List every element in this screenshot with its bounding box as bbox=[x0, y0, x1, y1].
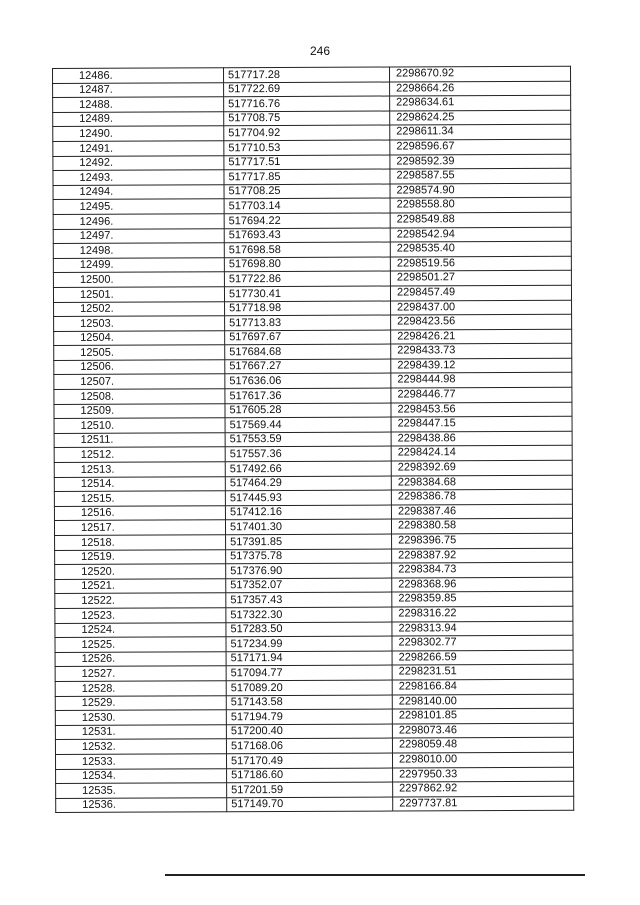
point-number-cell: 12531. bbox=[55, 724, 226, 739]
y-coordinate-cell: 2298231.51 bbox=[392, 665, 573, 680]
x-coordinate-cell: 517710.53 bbox=[224, 140, 390, 155]
point-number-cell: 12496. bbox=[53, 214, 224, 229]
x-coordinate-cell: 517445.93 bbox=[225, 490, 391, 505]
point-number-cell: 12523. bbox=[55, 608, 226, 623]
x-coordinate-cell: 517722.86 bbox=[224, 271, 390, 286]
point-number-cell: 12507. bbox=[54, 374, 225, 389]
x-coordinate-cell: 517569.44 bbox=[225, 417, 391, 432]
x-coordinate-cell: 517717.28 bbox=[224, 67, 390, 82]
point-number-cell: 12533. bbox=[55, 754, 226, 769]
point-number-cell: 12498. bbox=[53, 243, 224, 258]
point-number-cell: 12514. bbox=[54, 476, 225, 491]
x-coordinate-cell: 517697.67 bbox=[225, 330, 391, 345]
y-coordinate-cell: 2298387.46 bbox=[391, 504, 572, 519]
point-number-cell: 12502. bbox=[54, 301, 225, 316]
x-coordinate-cell: 517708.25 bbox=[224, 184, 390, 199]
x-coordinate-cell: 517557.36 bbox=[225, 446, 391, 461]
x-coordinate-cell: 517713.83 bbox=[225, 315, 391, 330]
point-number-cell: 12536. bbox=[56, 797, 227, 812]
point-number-cell: 12526. bbox=[55, 651, 226, 666]
y-coordinate-cell: 2298426.21 bbox=[391, 329, 572, 344]
y-coordinate-cell: 2298439.12 bbox=[391, 358, 572, 373]
x-coordinate-cell: 517171.94 bbox=[226, 651, 392, 666]
y-coordinate-cell: 2298587.55 bbox=[390, 168, 571, 183]
y-coordinate-cell: 2298266.59 bbox=[392, 650, 573, 665]
point-number-cell: 12497. bbox=[53, 228, 224, 243]
y-coordinate-cell: 2298549.88 bbox=[390, 212, 571, 227]
y-coordinate-cell: 2298423.56 bbox=[391, 314, 572, 329]
x-coordinate-cell: 517200.40 bbox=[226, 724, 392, 739]
y-coordinate-cell: 2298010.00 bbox=[392, 752, 573, 767]
y-coordinate-cell: 2298596.67 bbox=[390, 139, 571, 154]
point-number-cell: 12532. bbox=[55, 739, 226, 754]
y-coordinate-cell: 2298592.39 bbox=[390, 154, 571, 169]
point-number-cell: 12504. bbox=[54, 330, 225, 345]
point-number-cell: 12488. bbox=[53, 97, 224, 112]
point-number-cell: 12505. bbox=[54, 345, 225, 360]
point-number-cell: 12527. bbox=[55, 666, 226, 681]
x-coordinate-cell: 517168.06 bbox=[226, 738, 392, 753]
x-coordinate-cell: 517234.99 bbox=[226, 636, 392, 651]
scan-edge-line bbox=[165, 874, 585, 876]
y-coordinate-cell: 2298433.73 bbox=[391, 344, 572, 359]
y-coordinate-cell: 2298453.56 bbox=[391, 402, 572, 417]
y-coordinate-cell: 2298670.92 bbox=[389, 66, 570, 81]
point-number-cell: 12494. bbox=[53, 185, 224, 200]
y-coordinate-cell: 2298387.92 bbox=[392, 548, 573, 563]
point-number-cell: 12522. bbox=[55, 593, 226, 608]
point-number-cell: 12510. bbox=[54, 418, 225, 433]
y-coordinate-cell: 2298624.25 bbox=[390, 110, 571, 125]
x-coordinate-cell: 517684.68 bbox=[225, 344, 391, 359]
x-coordinate-cell: 517464.29 bbox=[225, 476, 391, 491]
point-number-cell: 12530. bbox=[55, 710, 226, 725]
x-coordinate-cell: 517376.90 bbox=[226, 563, 392, 578]
x-coordinate-cell: 517201.59 bbox=[227, 782, 393, 797]
x-coordinate-cell: 517553.59 bbox=[225, 432, 391, 447]
point-number-cell: 12524. bbox=[55, 622, 226, 637]
point-number-cell: 12508. bbox=[54, 389, 225, 404]
coordinate-table-body bbox=[53, 66, 574, 813]
x-coordinate-cell: 517283.50 bbox=[226, 622, 392, 637]
y-coordinate-cell: 2298437.00 bbox=[391, 300, 572, 315]
point-number-cell: 12511. bbox=[54, 433, 225, 448]
point-number-cell: 12486. bbox=[53, 68, 224, 83]
y-coordinate-cell: 2297737.81 bbox=[393, 796, 574, 811]
point-number-cell: 12509. bbox=[54, 403, 225, 418]
y-coordinate-cell: 2297862.92 bbox=[393, 781, 574, 796]
point-number-cell: 12487. bbox=[53, 82, 224, 97]
y-coordinate-cell: 2298611.34 bbox=[390, 125, 571, 140]
x-coordinate-cell: 517492.66 bbox=[225, 461, 391, 476]
x-coordinate-cell: 517667.27 bbox=[225, 359, 391, 374]
x-coordinate-cell: 517357.43 bbox=[226, 592, 392, 607]
point-number-cell: 12512. bbox=[54, 447, 225, 462]
x-coordinate-cell: 517143.58 bbox=[226, 695, 392, 710]
x-coordinate-cell: 517717.51 bbox=[224, 155, 390, 170]
x-coordinate-cell: 517094.77 bbox=[226, 665, 392, 680]
x-coordinate-cell: 517708.75 bbox=[224, 111, 390, 126]
point-number-cell: 12490. bbox=[53, 126, 224, 141]
y-coordinate-cell: 2298535.40 bbox=[390, 241, 571, 256]
x-coordinate-cell: 517636.06 bbox=[225, 373, 391, 388]
y-coordinate-cell: 2298664.26 bbox=[390, 81, 571, 96]
x-coordinate-cell: 517322.30 bbox=[226, 607, 392, 622]
x-coordinate-cell: 517375.78 bbox=[226, 549, 392, 564]
point-number-cell: 12535. bbox=[56, 783, 227, 798]
table-row bbox=[56, 796, 574, 813]
y-coordinate-cell: 2298396.75 bbox=[392, 533, 573, 548]
y-coordinate-cell: 2298446.77 bbox=[391, 387, 572, 402]
x-coordinate-cell: 517617.36 bbox=[225, 388, 391, 403]
y-coordinate-cell: 2298073.46 bbox=[392, 723, 573, 738]
x-coordinate-cell: 517194.79 bbox=[226, 709, 392, 724]
point-number-cell: 12534. bbox=[56, 768, 227, 783]
point-number-cell: 12491. bbox=[53, 141, 224, 156]
y-coordinate-cell: 2298574.90 bbox=[390, 183, 571, 198]
y-coordinate-cell: 2298501.27 bbox=[390, 271, 571, 286]
point-number-cell: 12525. bbox=[55, 637, 226, 652]
x-coordinate-cell: 517730.41 bbox=[224, 286, 390, 301]
x-coordinate-cell: 517722.69 bbox=[224, 82, 390, 97]
point-number-cell: 12513. bbox=[54, 462, 225, 477]
point-number-cell: 12489. bbox=[53, 112, 224, 127]
x-coordinate-cell: 517693.43 bbox=[224, 228, 390, 243]
y-coordinate-cell: 2298316.22 bbox=[392, 606, 573, 621]
y-coordinate-cell: 2298302.77 bbox=[392, 635, 573, 650]
point-number-cell: 12516. bbox=[54, 506, 225, 521]
point-number-cell: 12506. bbox=[54, 360, 225, 375]
y-coordinate-cell: 2297950.33 bbox=[393, 767, 574, 782]
x-coordinate-cell: 517717.85 bbox=[224, 169, 390, 184]
x-coordinate-cell: 517703.14 bbox=[224, 198, 390, 213]
point-number-cell: 12517. bbox=[54, 520, 225, 535]
page-number: 246 bbox=[309, 44, 331, 58]
point-number-cell: 12529. bbox=[55, 695, 226, 710]
x-coordinate-cell: 517716.76 bbox=[224, 96, 390, 111]
y-coordinate-cell: 2298368.96 bbox=[392, 577, 573, 592]
point-number-cell: 12500. bbox=[53, 272, 224, 287]
x-coordinate-cell: 517698.58 bbox=[224, 242, 390, 257]
y-coordinate-cell: 2298558.80 bbox=[390, 198, 571, 213]
y-coordinate-cell: 2298384.68 bbox=[391, 475, 572, 490]
x-coordinate-cell: 517698.80 bbox=[224, 257, 390, 272]
point-number-cell: 12528. bbox=[55, 681, 226, 696]
point-number-cell: 12520. bbox=[55, 564, 226, 579]
point-number-cell: 12493. bbox=[53, 170, 224, 185]
y-coordinate-cell: 2298447.15 bbox=[391, 416, 572, 431]
point-number-cell: 12519. bbox=[55, 549, 226, 564]
point-number-cell: 12492. bbox=[53, 155, 224, 170]
coordinate-table-container bbox=[52, 66, 573, 814]
y-coordinate-cell: 2298457.49 bbox=[390, 285, 571, 300]
point-number-cell: 12501. bbox=[53, 287, 224, 302]
y-coordinate-cell: 2298438.86 bbox=[391, 431, 572, 446]
y-coordinate-cell: 2298384.73 bbox=[392, 562, 573, 577]
x-coordinate-cell: 517412.16 bbox=[225, 505, 391, 520]
point-number-cell: 12499. bbox=[53, 257, 224, 272]
y-coordinate-cell: 2298542.94 bbox=[390, 227, 571, 242]
y-coordinate-cell: 2298313.94 bbox=[392, 621, 573, 636]
y-coordinate-cell: 2298059.48 bbox=[392, 738, 573, 753]
coordinate-table bbox=[52, 66, 574, 814]
y-coordinate-cell: 2298166.84 bbox=[392, 679, 573, 694]
y-coordinate-cell: 2298392.69 bbox=[391, 460, 572, 475]
x-coordinate-cell: 517401.30 bbox=[225, 519, 391, 534]
point-number-cell: 12495. bbox=[53, 199, 224, 214]
y-coordinate-cell: 2298386.78 bbox=[391, 489, 572, 504]
x-coordinate-cell: 517718.98 bbox=[225, 301, 391, 316]
x-coordinate-cell: 517149.70 bbox=[227, 797, 393, 812]
x-coordinate-cell: 517352.07 bbox=[226, 578, 392, 593]
y-coordinate-cell: 2298519.56 bbox=[390, 256, 571, 271]
y-coordinate-cell: 2298424.14 bbox=[391, 446, 572, 461]
y-coordinate-cell: 2298444.98 bbox=[391, 373, 572, 388]
y-coordinate-cell: 2298359.85 bbox=[392, 592, 573, 607]
point-number-cell: 12515. bbox=[54, 491, 225, 506]
x-coordinate-cell: 517391.85 bbox=[226, 534, 392, 549]
y-coordinate-cell: 2298101.85 bbox=[392, 708, 573, 723]
x-coordinate-cell: 517704.92 bbox=[224, 125, 390, 140]
x-coordinate-cell: 517186.60 bbox=[227, 768, 393, 783]
x-coordinate-cell: 517170.49 bbox=[226, 753, 392, 768]
y-coordinate-cell: 2298140.00 bbox=[392, 694, 573, 709]
y-coordinate-cell: 2298634.61 bbox=[390, 95, 571, 110]
point-number-cell: 12518. bbox=[55, 535, 226, 550]
y-coordinate-cell: 2298380.58 bbox=[391, 519, 572, 534]
x-coordinate-cell: 517694.22 bbox=[224, 213, 390, 228]
x-coordinate-cell: 517089.20 bbox=[226, 680, 392, 695]
point-number-cell: 12503. bbox=[54, 316, 225, 331]
point-number-cell: 12521. bbox=[55, 579, 226, 594]
x-coordinate-cell: 517605.28 bbox=[225, 403, 391, 418]
